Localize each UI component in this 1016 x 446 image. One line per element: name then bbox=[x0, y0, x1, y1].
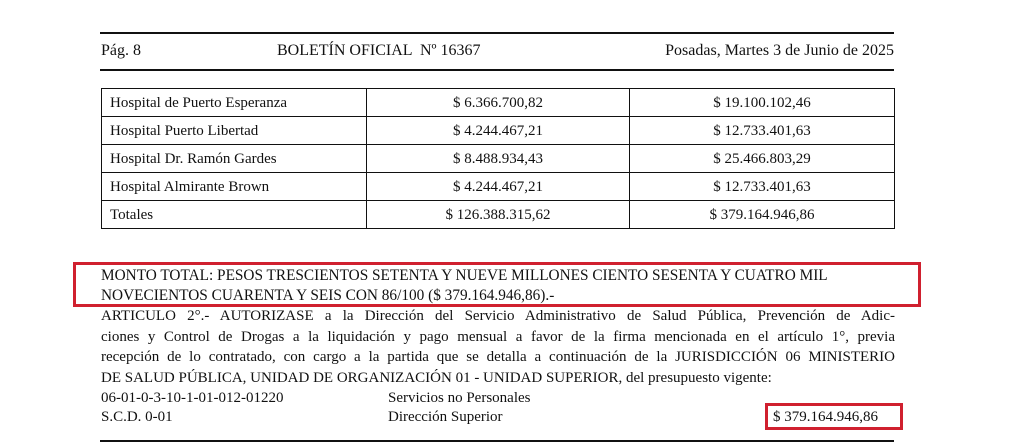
table-row bbox=[102, 117, 895, 145]
table-row bbox=[102, 173, 895, 201]
header-top-rule bbox=[100, 32, 894, 34]
total-amount-cell: $ 25.466.803,29 bbox=[630, 145, 895, 173]
monto-total-line1: MONTO TOTAL: PESOS TRESCIENTOS SETENTA Y NUEVE MILLONES CIENTO SESENTA Y CUATRO MIL bbox=[101, 267, 828, 284]
bulletin-title: BOLETÍN OFICIAL Nº 16367 bbox=[277, 42, 481, 59]
hospital-name-cell: Hospital Dr. Ramón Gardes bbox=[102, 145, 367, 173]
table-row-totals bbox=[102, 201, 895, 229]
hospital-name-cell: Hospital Almirante Brown bbox=[102, 173, 367, 201]
table-row bbox=[102, 89, 895, 117]
monthly-amount-cell: $ 4.244.467,21 bbox=[367, 117, 630, 145]
articulo-line-4: DE SALUD PÚBLICA, UNIDAD DE ORGANIZACIÓN 01 - UNIDAD SUPERIOR, del presupuesto vigente: bbox=[101, 370, 772, 386]
table-row bbox=[102, 145, 895, 173]
hospital-name-cell: Hospital Puerto Libertad bbox=[102, 117, 367, 145]
monthly-amount-cell: $ 6.366.700,82 bbox=[367, 89, 630, 117]
articulo-line-1: ARTICULO 2°.- AUTORIZASE a la Dirección del Servicio Administrativo de Salud Pública, Prevención de Adic- bbox=[101, 308, 895, 324]
monthly-amount-cell: $ 4.244.467,21 bbox=[367, 173, 630, 201]
articulo-line-3: recepción de lo contratado, con cargo a la partida que se detalla a continuación de la JURISDICCIÓN 06 MINISTERIO bbox=[101, 349, 895, 365]
partida-code: 06-01-0-3-10-1-01-012-01220 bbox=[101, 390, 284, 406]
total-amount-cell: $ 12.733.401,63 bbox=[630, 173, 895, 201]
totals-total-cell: $ 379.164.946,86 bbox=[630, 201, 895, 229]
monthly-amount-cell: $ 8.488.934,43 bbox=[367, 145, 630, 173]
totals-label-cell: Totales bbox=[102, 201, 367, 229]
page-number: Pág. 8 bbox=[101, 42, 141, 59]
scd-code: S.C.D. 0-01 bbox=[101, 409, 173, 425]
hospital-name-cell: Hospital de Puerto Esperanza bbox=[102, 89, 367, 117]
scd-description: Dirección Superior bbox=[388, 409, 503, 425]
hospital-amounts-table bbox=[101, 88, 895, 229]
partida-amount: $ 379.164.946,86 bbox=[773, 409, 878, 425]
footer-rule bbox=[100, 440, 894, 442]
header-bottom-rule bbox=[100, 69, 894, 71]
articulo-line-2: ciones y Control de Drogas a la liquidación y pago mensual a favor de la firma mencionada en el artículo 1°, previa bbox=[101, 329, 895, 345]
partida-code-description: Servicios no Personales bbox=[388, 390, 531, 406]
total-amount-cell: $ 12.733.401,63 bbox=[630, 117, 895, 145]
total-amount-cell: $ 19.100.102,46 bbox=[630, 89, 895, 117]
monto-total-line2: NOVECIENTOS CUARENTA Y SEIS CON 86/100 ($ 379.164.946,86).- bbox=[101, 287, 555, 304]
totals-monthly-cell: $ 126.388.315,62 bbox=[367, 201, 630, 229]
bulletin-date: Posadas, Martes 3 de Junio de 2025 bbox=[665, 42, 894, 59]
